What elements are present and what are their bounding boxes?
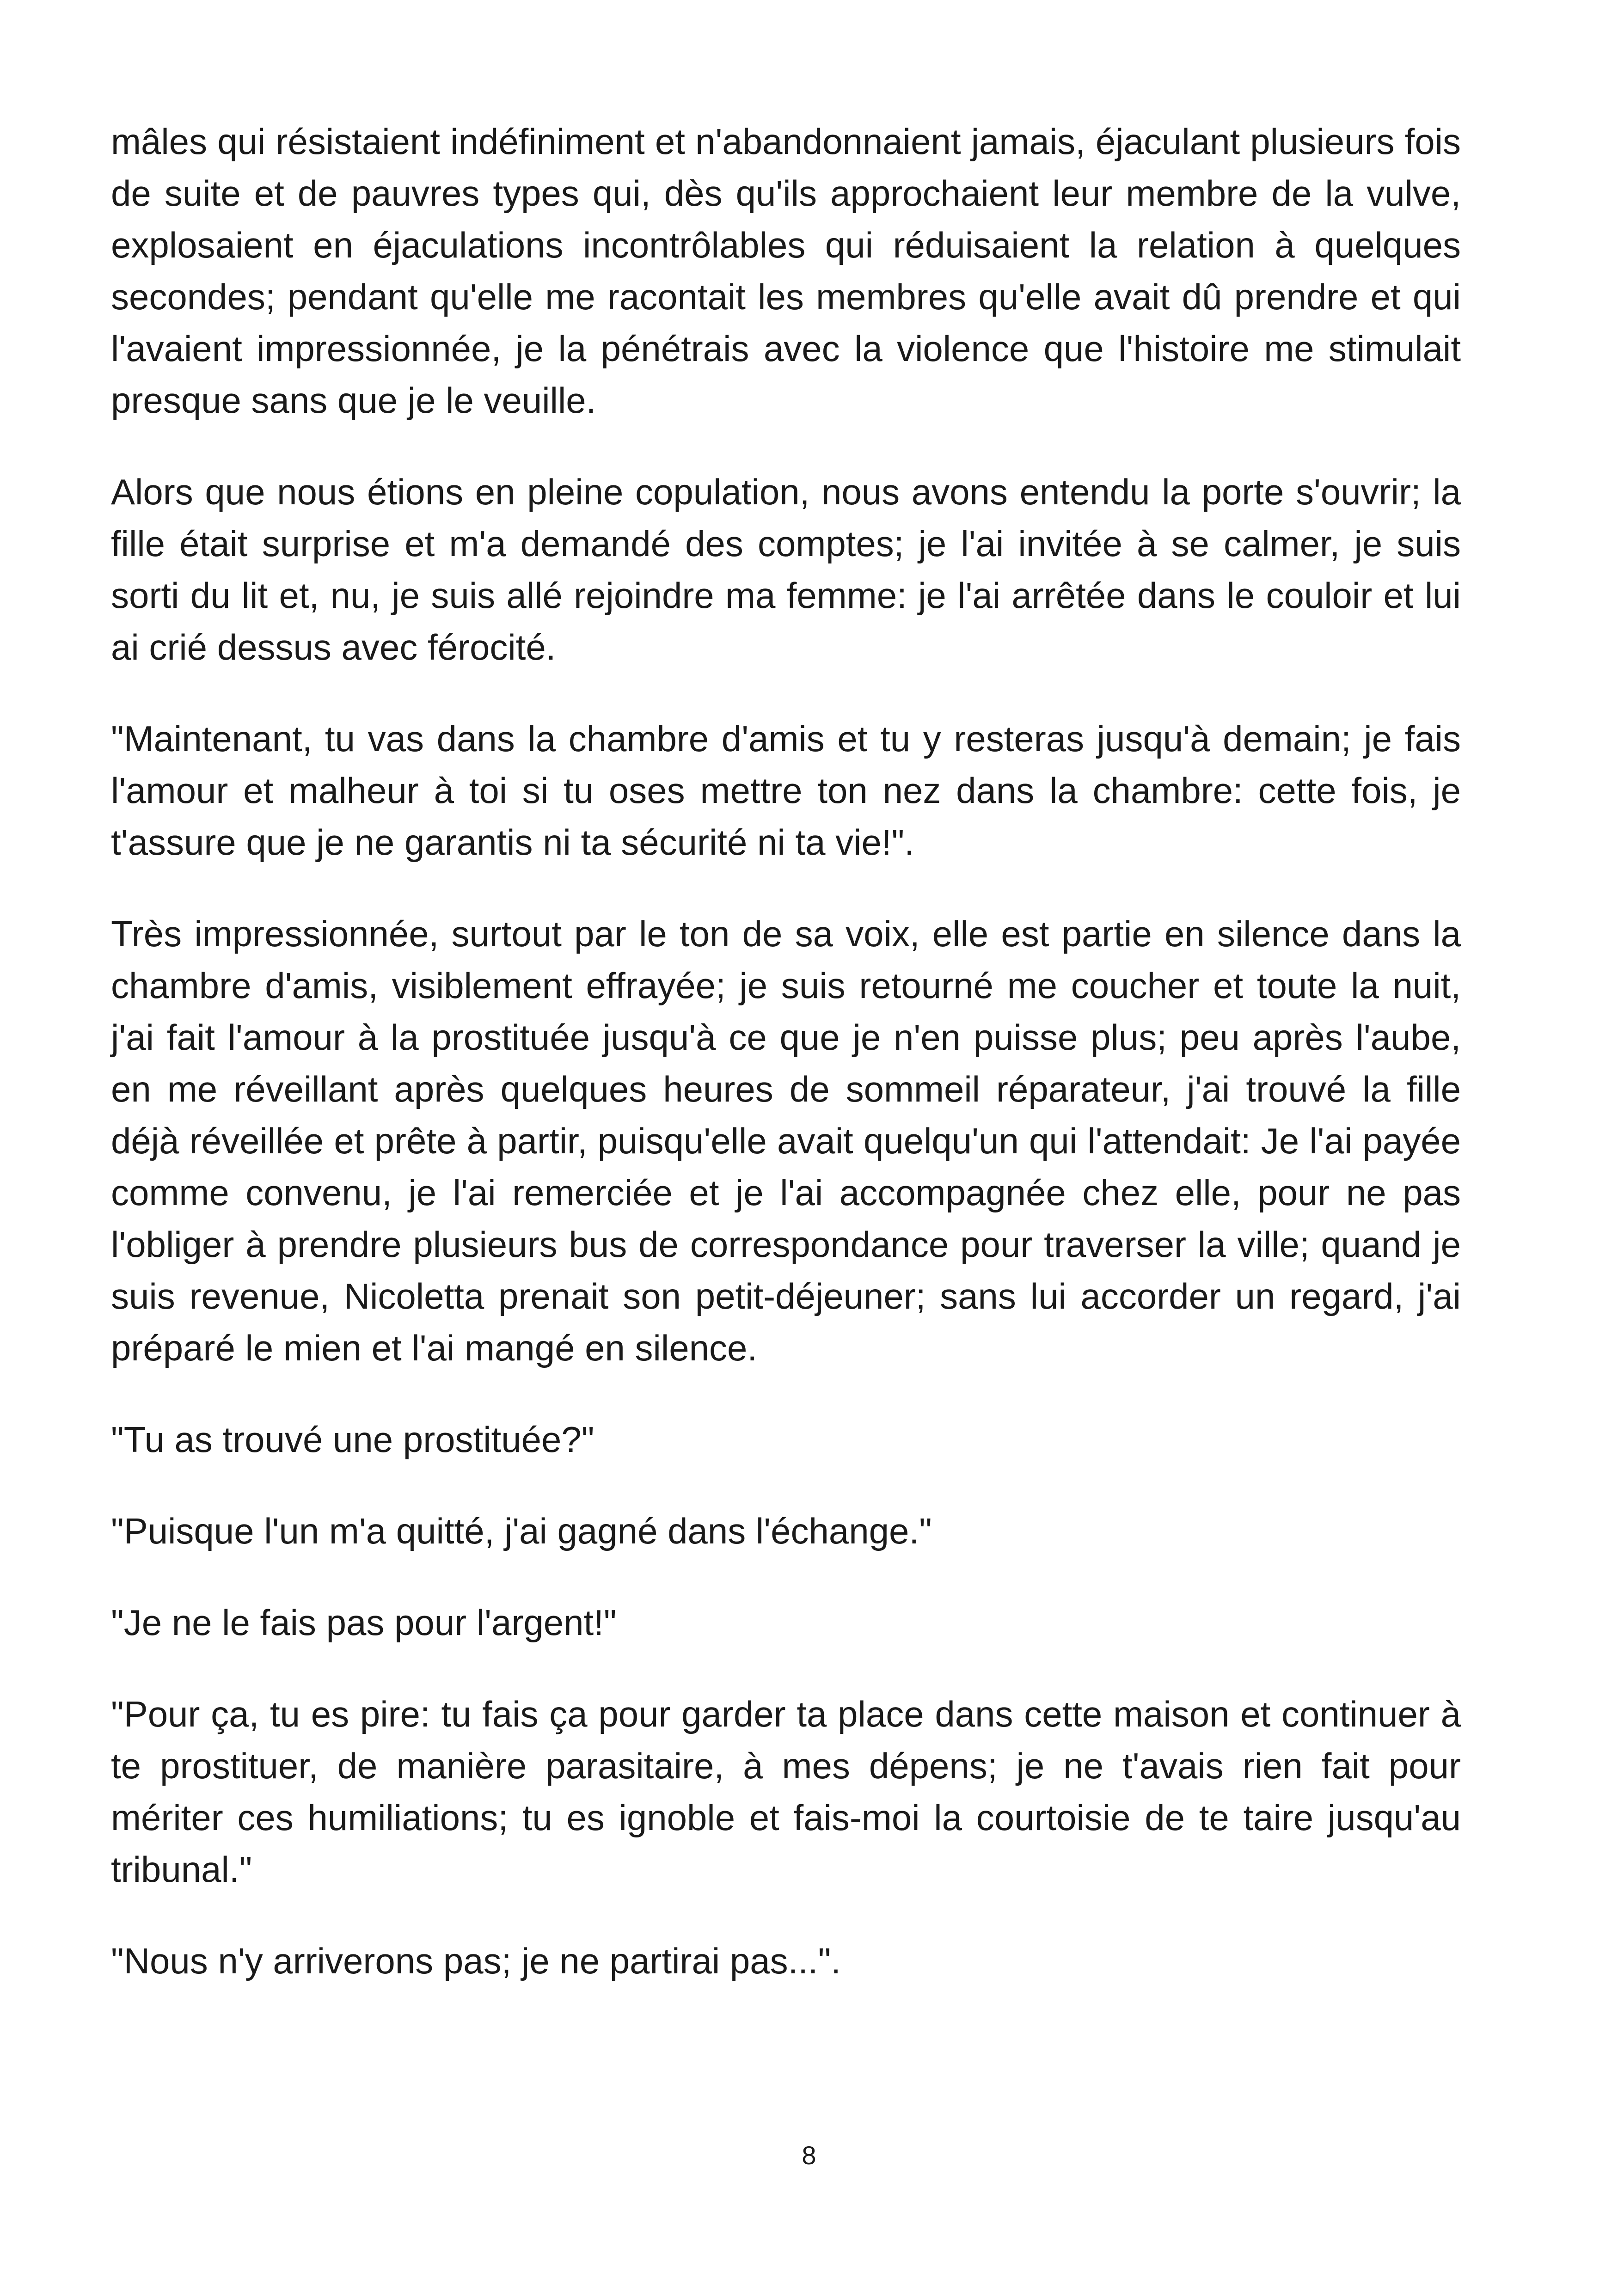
paragraph: Alors que nous étions en pleine copulation, nous avons entendu la porte s'ouvrir; la fille était surprise et m'a demandé des comptes; je l'ai invitée à se calmer, je suis sorti du lit et, nu, je suis allé rejoindre ma femme: je l'ai arrêtée dans le couloir et lui ai crié dessus avec férocité. xyxy=(111,471,1461,667)
dialogue-line: "Nous n'y arriverons pas; je ne partirai pas...". xyxy=(111,1941,841,1981)
paragraph: Très impressionnée, surtout par le ton de sa voix, elle est partie en silence dans la chambre d'amis, visiblement effrayée; je suis retourné me coucher et toute la nuit, j'ai fait l'amour à la prostituée jusqu'à ce que je n'en puisse plus; peu après l'aube, en me réveillant après quelques heures de sommeil réparateur, j'ai trouvé la fille déjà réveillée et prête à partir, puisqu'elle avait quelqu'un qui l'attendait: Je l'ai payée comme convenu, je l'ai remerciée et je l'ai accompagnée chez elle, pour ne pas l'obliger à prendre plusieurs bus de correspondance pour traverser la ville; quand je suis revenue, Nicoletta prenait son petit-déjeuner; sans lui accorder un regard, j'ai préparé le mien et l'ai mangé en silence. xyxy=(111,913,1461,1368)
paragraph: "Maintenant, tu vas dans la chambre d'amis et tu y resteras jusqu'à demain; je fais l'amour et malheur à toi si tu oses mettre ton nez dans la chambre: cette fois, je t'assure que je ne garantis ni ta sécurité ni ta vie!". xyxy=(111,718,1461,863)
dialogue-line: "Je ne le fais pas pour l'argent!" xyxy=(111,1602,617,1643)
dialogue-line: "Tu as trouvé une prostituée?" xyxy=(111,1419,594,1460)
paragraph: mâles qui résistaient indéfiniment et n'abandonnaient jamais, éjaculant plusieurs fois de suite et de pauvres types qui, dès qu'ils approchaient leur membre de la vulve, explosaient en éjaculations incontrôlables qui réduisaient la relation à quelques secondes; pendant qu'elle me racontait les membres qu'elle avait dû prendre et qui l'avaient impressionnée, je la pénétrais avec la violence que l'histoire me stimulait presque sans que je le veuille. xyxy=(111,121,1461,421)
dialogue-line: "Puisque l'un m'a quitté, j'ai gagné dans l'échange." xyxy=(111,1511,932,1551)
paragraph: "Pour ça, tu es pire: tu fais ça pour garder ta place dans cette maison et continuer à te prostituer, de manière parasitaire, à mes dépens; je ne t'avais rien fait pour mériter ces humiliations; tu es ignoble et fais-moi la courtoisie de te taire jusqu'au tribunal." xyxy=(111,1694,1461,1890)
text-body xyxy=(111,116,1461,2027)
page-number: 8 xyxy=(802,2141,816,2170)
